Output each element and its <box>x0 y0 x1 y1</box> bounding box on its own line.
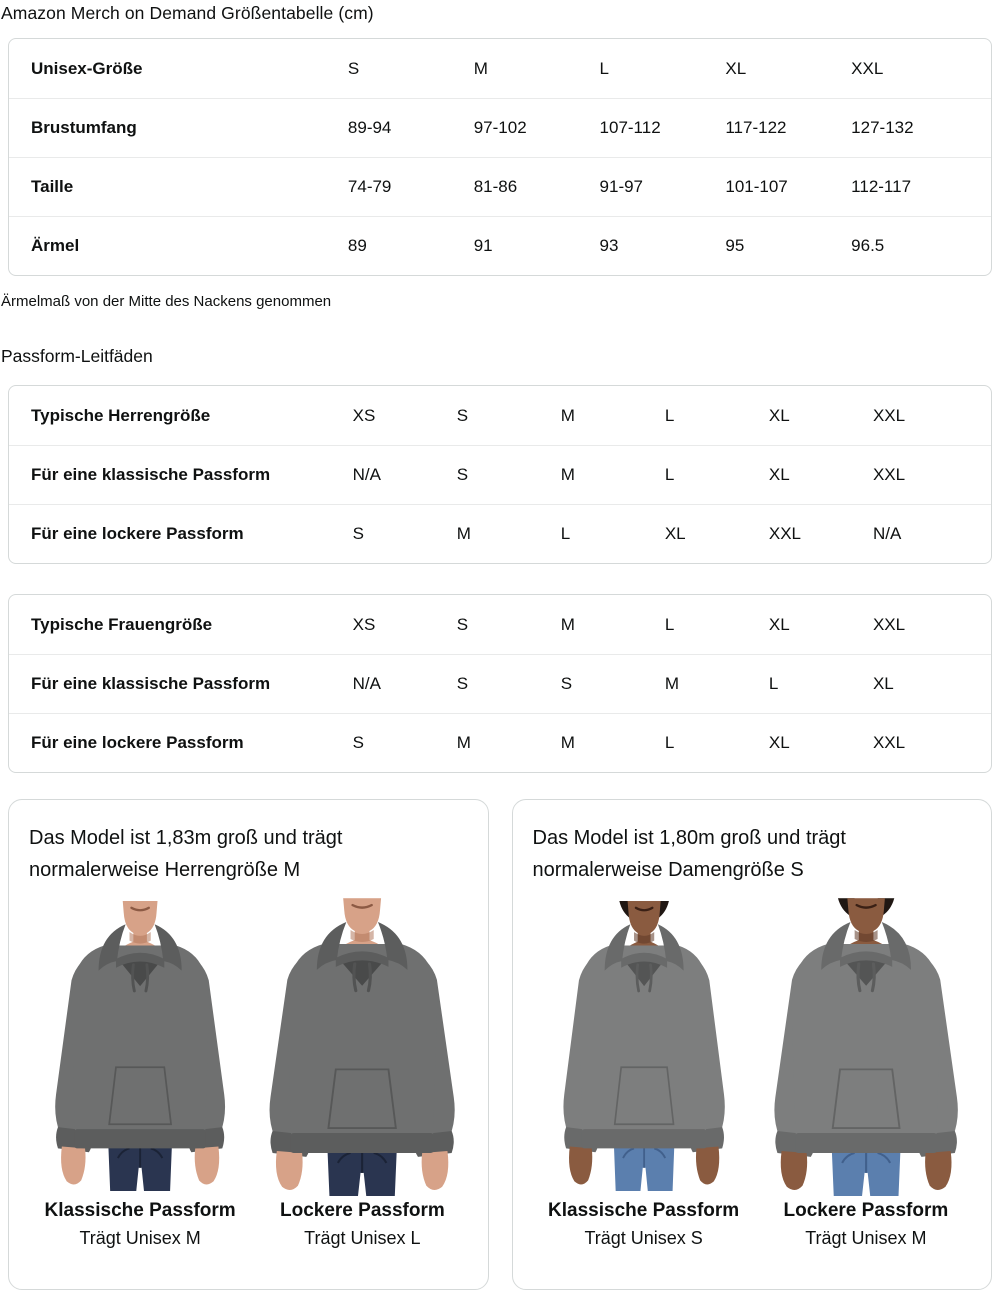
table-cell: L <box>768 674 779 693</box>
male-classic-fit-photo <box>29 896 251 1196</box>
table-cell: S <box>560 674 573 693</box>
men-fit-guide-table <box>8 385 992 564</box>
model-description: Das Model ist 1,80m groß und trägt normalerweise Damengröße S <box>532 827 846 881</box>
table-cell: 107-112 <box>599 118 661 137</box>
table-row <box>9 654 991 713</box>
size-worn-label: Trägt Unisex M <box>79 1228 201 1248</box>
table-cell: M <box>560 733 575 752</box>
table-cell: 81-86 <box>473 177 518 196</box>
unisex-size-table <box>8 38 992 276</box>
table-cell: XXL <box>851 58 884 78</box>
women-fit-guide-table <box>8 594 992 773</box>
table-cell: XS <box>352 614 376 634</box>
female-loose-fit-photo <box>755 896 977 1196</box>
figure-classic-fit <box>533 896 755 1249</box>
table-cell: M <box>456 524 471 543</box>
table-cell: 89 <box>347 236 367 255</box>
table-cell: XL <box>872 674 894 693</box>
table-cell: S <box>456 614 469 634</box>
table-cell: M <box>560 405 575 425</box>
table-cell: S <box>456 405 469 425</box>
table-row <box>9 98 991 157</box>
table-cell: S <box>347 58 360 78</box>
fit-label: Lockere Passform <box>783 1200 949 1221</box>
table-cell: 95 <box>725 236 745 255</box>
table-cell: L <box>664 465 675 484</box>
table-cell: 91 <box>473 236 493 255</box>
table-cell: 97-102 <box>473 118 527 137</box>
male-loose-fit-photo <box>251 896 473 1196</box>
table-cell: XXL <box>872 465 906 484</box>
table-cell: 112-117 <box>851 177 912 196</box>
page-title: Amazon Merch on Demand Größentabelle (cm) <box>1 3 374 23</box>
table-cell: XXL <box>768 524 802 543</box>
table-cell: XXL <box>872 405 906 425</box>
table-cell: XL <box>768 405 790 425</box>
table-row <box>9 386 991 445</box>
table-cell: L <box>560 524 571 543</box>
table-cell: 96.5 <box>851 236 885 255</box>
row-label: Unisex-Größe <box>31 58 143 78</box>
table-cell: N/A <box>352 465 381 484</box>
table-row <box>9 595 991 654</box>
model-description: Das Model ist 1,83m groß und trägt normalerweise Herrengröße M <box>29 827 343 881</box>
table-cell: 89-94 <box>347 118 392 137</box>
size-worn-label: Trägt Unisex M <box>805 1228 927 1248</box>
fit-label: Klassische Passform <box>548 1200 740 1221</box>
table-cell: 74-79 <box>347 177 392 196</box>
table-row <box>9 39 991 98</box>
table-cell: 117-122 <box>725 118 787 137</box>
row-label: Für eine lockere Passform <box>31 524 244 543</box>
sleeve-measure-footnote: Ärmelmaß von der Mitte des Nackens genommen <box>1 293 332 310</box>
table-cell: 127-132 <box>851 118 914 137</box>
table-row <box>9 157 991 216</box>
male-model-card <box>8 799 489 1290</box>
table-cell: L <box>664 405 675 425</box>
row-label: Ärmel <box>31 236 80 255</box>
row-label: Für eine klassische Passform <box>31 674 271 693</box>
table-cell: N/A <box>872 524 902 543</box>
table-cell: S <box>352 524 364 543</box>
table-cell: XL <box>768 465 790 484</box>
model-figures <box>29 896 474 1249</box>
table-cell: L <box>664 733 675 752</box>
model-figures <box>533 896 978 1249</box>
table-row <box>9 504 991 563</box>
table-cell: L <box>664 614 675 634</box>
table-row <box>9 713 991 772</box>
table-cell: 93 <box>599 236 619 255</box>
row-label: Typische Herrengröße <box>31 405 211 425</box>
row-label: Für eine lockere Passform <box>31 733 244 752</box>
figure-classic-fit <box>29 896 251 1249</box>
figure-loose-fit <box>755 896 977 1249</box>
row-label: Typische Frauengröße <box>31 614 213 634</box>
table-cell: XL <box>768 733 790 752</box>
row-label: Für eine klassische Passform <box>31 465 271 484</box>
table-cell: XS <box>352 405 376 425</box>
model-cards-row <box>8 799 992 1290</box>
table-cell: 91-97 <box>599 177 644 196</box>
table-cell: XL <box>664 524 686 543</box>
row-label: Brustumfang <box>31 118 137 137</box>
fit-label: Lockere Passform <box>280 1200 445 1221</box>
table-cell: XL <box>725 58 747 78</box>
figure-loose-fit <box>251 896 473 1249</box>
table-cell: M <box>456 733 471 752</box>
table-cell: L <box>599 58 609 78</box>
table-cell: M <box>560 614 575 634</box>
size-worn-label: Trägt Unisex S <box>584 1228 703 1248</box>
fit-label: Klassische Passform <box>44 1200 236 1221</box>
table-cell: M <box>664 674 679 693</box>
table-cell: S <box>352 733 364 752</box>
table-cell: N/A <box>352 674 381 693</box>
female-classic-fit-photo <box>533 896 755 1196</box>
female-model-card <box>512 799 993 1290</box>
table-cell: XXL <box>872 733 906 752</box>
table-cell: XL <box>768 614 790 634</box>
table-cell: 101-107 <box>725 177 788 196</box>
table-cell: M <box>473 58 488 78</box>
table-cell: M <box>560 465 575 484</box>
row-label: Taille <box>31 177 74 196</box>
size-worn-label: Trägt Unisex L <box>304 1228 421 1248</box>
table-cell: XXL <box>872 614 906 634</box>
fit-guides-heading: Passform-Leitfäden <box>1 346 153 366</box>
table-cell: S <box>456 674 469 693</box>
table-row <box>9 216 991 275</box>
table-cell: S <box>456 465 469 484</box>
table-row <box>9 445 991 504</box>
